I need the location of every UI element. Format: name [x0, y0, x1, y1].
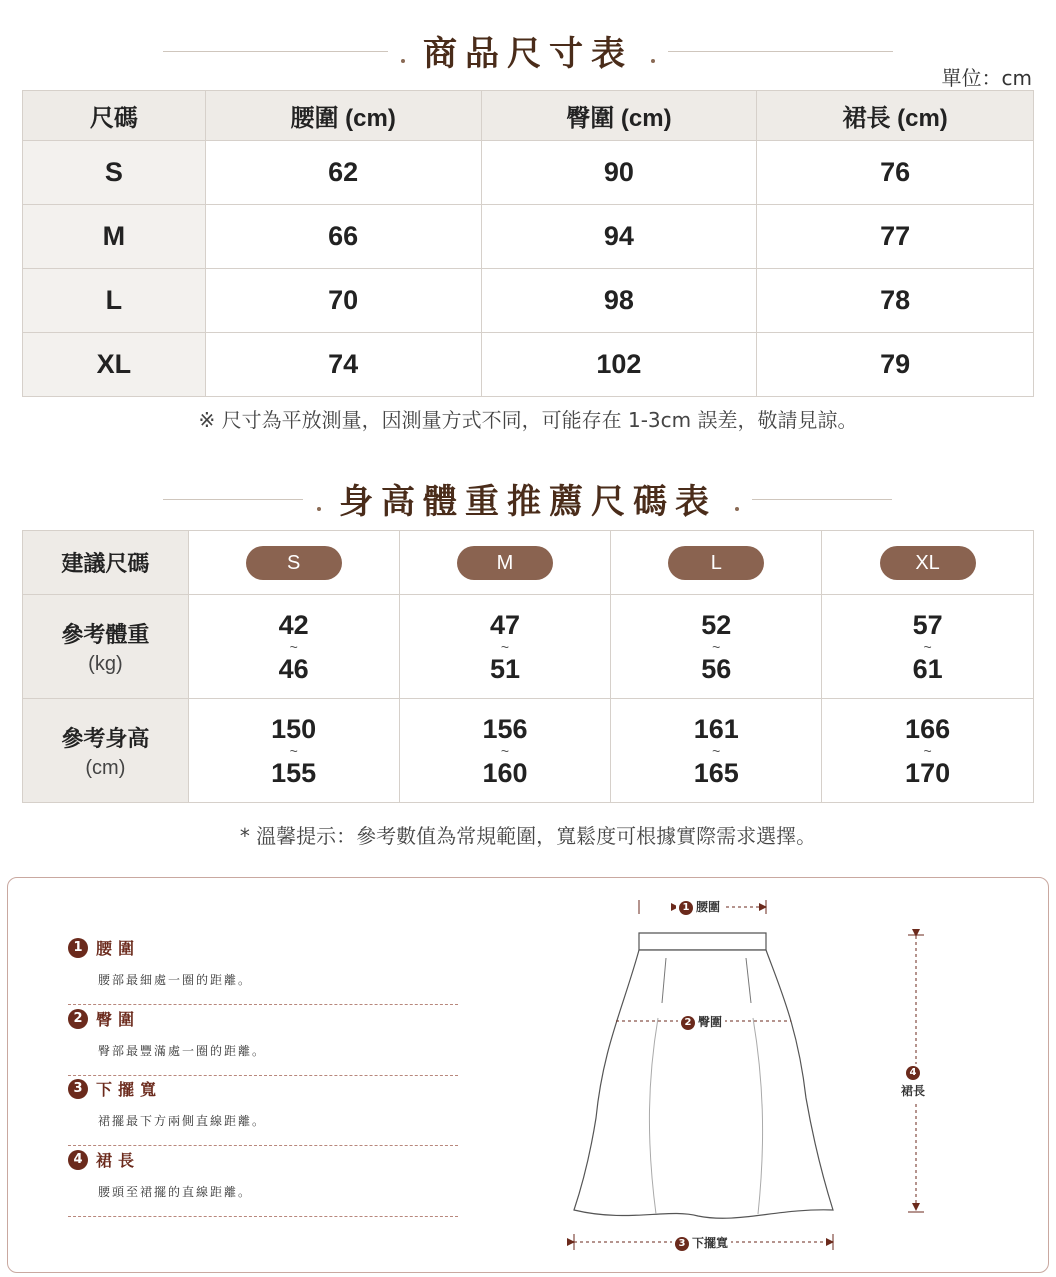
- length-cell: 78: [757, 269, 1034, 333]
- divider: [68, 1216, 458, 1217]
- waist-cell: 74: [205, 333, 481, 397]
- weight-min: 57: [912, 609, 943, 640]
- size-cell: S: [23, 141, 206, 205]
- recommend-title-row: [0, 474, 1056, 523]
- length-cell: 76: [757, 141, 1034, 205]
- height-max: 165: [693, 757, 739, 788]
- guide-item-length: [68, 1148, 458, 1217]
- diagram-hip-label: 2 臀圍: [678, 1013, 725, 1030]
- number-badge-icon: 2: [68, 1009, 88, 1029]
- guide-item-desc: 裙擺最下方兩側直線距離。: [98, 1114, 267, 1128]
- table-row: [23, 269, 1034, 333]
- divider: [68, 1075, 458, 1076]
- length-cell: 77: [757, 205, 1034, 269]
- measurement-guide-panel: [7, 877, 1049, 1273]
- recommend-title: 身高體重推薦尺碼表: [339, 482, 717, 522]
- recommend-height-row: 參考身高 (cm) 150 ~ 155 156 ~ 160 161 ~ 165 166 ~ 170: [23, 699, 1034, 803]
- table-row: [23, 141, 1034, 205]
- guide-item-name: 下擺寬: [96, 1080, 163, 1099]
- guide-item-desc: 腰頭至裙擺的直線距離。: [98, 1185, 253, 1199]
- weight-row-label: 參考體重: [61, 621, 150, 647]
- size-chart-note: ※ 尺寸為平放測量，因測量方式不同，可能存在 1-3cm 誤差，敬請見諒。: [198, 408, 858, 432]
- weight-max: 61: [912, 653, 943, 684]
- height-unit: (cm): [85, 756, 126, 779]
- number-badge-icon: 3: [68, 1079, 88, 1099]
- waist-cell: 66: [205, 205, 481, 269]
- height-max: 160: [482, 757, 528, 788]
- size-chart-table: [22, 90, 1034, 397]
- recommend-size-row: [23, 531, 1034, 595]
- height-min: 150: [271, 713, 317, 744]
- hip-cell: 102: [481, 333, 757, 397]
- guide-item-name: 裙長: [96, 1151, 141, 1170]
- guide-item-hem: [68, 1077, 458, 1146]
- table-row: [23, 205, 1034, 269]
- height-max: 170: [905, 757, 951, 788]
- weight-max: 46: [278, 653, 309, 684]
- height-row-label: 參考身高: [61, 725, 150, 751]
- guide-item-name: 腰圍: [96, 939, 141, 958]
- guide-item-desc: 腰部最細處一圈的距離。: [98, 973, 253, 987]
- size-row-label: 建議尺碼: [23, 531, 189, 595]
- unit-label: 單位：cm: [941, 66, 1032, 90]
- hip-cell: 90: [481, 141, 757, 205]
- hip-cell: 98: [481, 269, 757, 333]
- header-cell: 臀圍 (cm): [481, 91, 757, 141]
- header-cell: 尺碼: [23, 91, 206, 141]
- divider: [68, 1004, 458, 1005]
- weight-max: 56: [701, 653, 732, 684]
- table-row: [23, 333, 1034, 397]
- size-pill-xl: XL: [880, 546, 976, 580]
- length-cell: 79: [757, 333, 1034, 397]
- height-max: 155: [271, 757, 317, 788]
- size-cell: XL: [23, 333, 206, 397]
- size-pill-l: L: [668, 546, 764, 580]
- weight-unit: (kg): [88, 652, 123, 675]
- size-cell: L: [23, 269, 206, 333]
- height-min: 161: [693, 713, 739, 744]
- hip-cell: 94: [481, 205, 757, 269]
- weight-min: 52: [701, 609, 732, 640]
- diagram-hem-label: 3 下擺寬: [672, 1234, 731, 1251]
- recommend-table: [22, 530, 1034, 803]
- recommend-note: * 溫馨提示：參考數值為常規範圍，寬鬆度可根據實際需求選擇。: [239, 824, 817, 848]
- height-min: 166: [905, 713, 951, 744]
- diagram-length-label: 4 裙長: [900, 1064, 926, 1101]
- size-chart-title: 商品尺寸表: [423, 34, 633, 74]
- header-cell: 裙長 (cm): [757, 91, 1034, 141]
- guide-item-name: 臀圍: [96, 1010, 141, 1029]
- divider: [68, 1145, 458, 1146]
- number-badge-icon: 1: [68, 938, 88, 958]
- header-cell: 腰圍 (cm): [205, 91, 481, 141]
- weight-max: 51: [489, 653, 520, 684]
- guide-item-hip: [68, 1007, 458, 1076]
- size-chart-title-row: [0, 26, 1056, 75]
- size-pill-s: S: [246, 546, 342, 580]
- weight-min: 47: [489, 609, 520, 640]
- weight-min: 42: [278, 609, 309, 640]
- number-badge-icon: 4: [68, 1150, 88, 1170]
- size-chart-header-row: [23, 91, 1034, 141]
- height-min: 156: [482, 713, 528, 744]
- waist-cell: 62: [205, 141, 481, 205]
- size-pill-m: M: [457, 546, 553, 580]
- size-cell: M: [23, 205, 206, 269]
- guide-item-waist: [68, 936, 458, 1005]
- diagram-waist-label: 1 腰圍: [676, 898, 723, 915]
- recommend-weight-row: 參考體重 (kg) 42 ~ 46 47 ~ 51 52 ~ 56 57 ~ 61: [23, 595, 1034, 699]
- guide-item-desc: 臀部最豐滿處一圈的距離。: [98, 1044, 267, 1058]
- waist-cell: 70: [205, 269, 481, 333]
